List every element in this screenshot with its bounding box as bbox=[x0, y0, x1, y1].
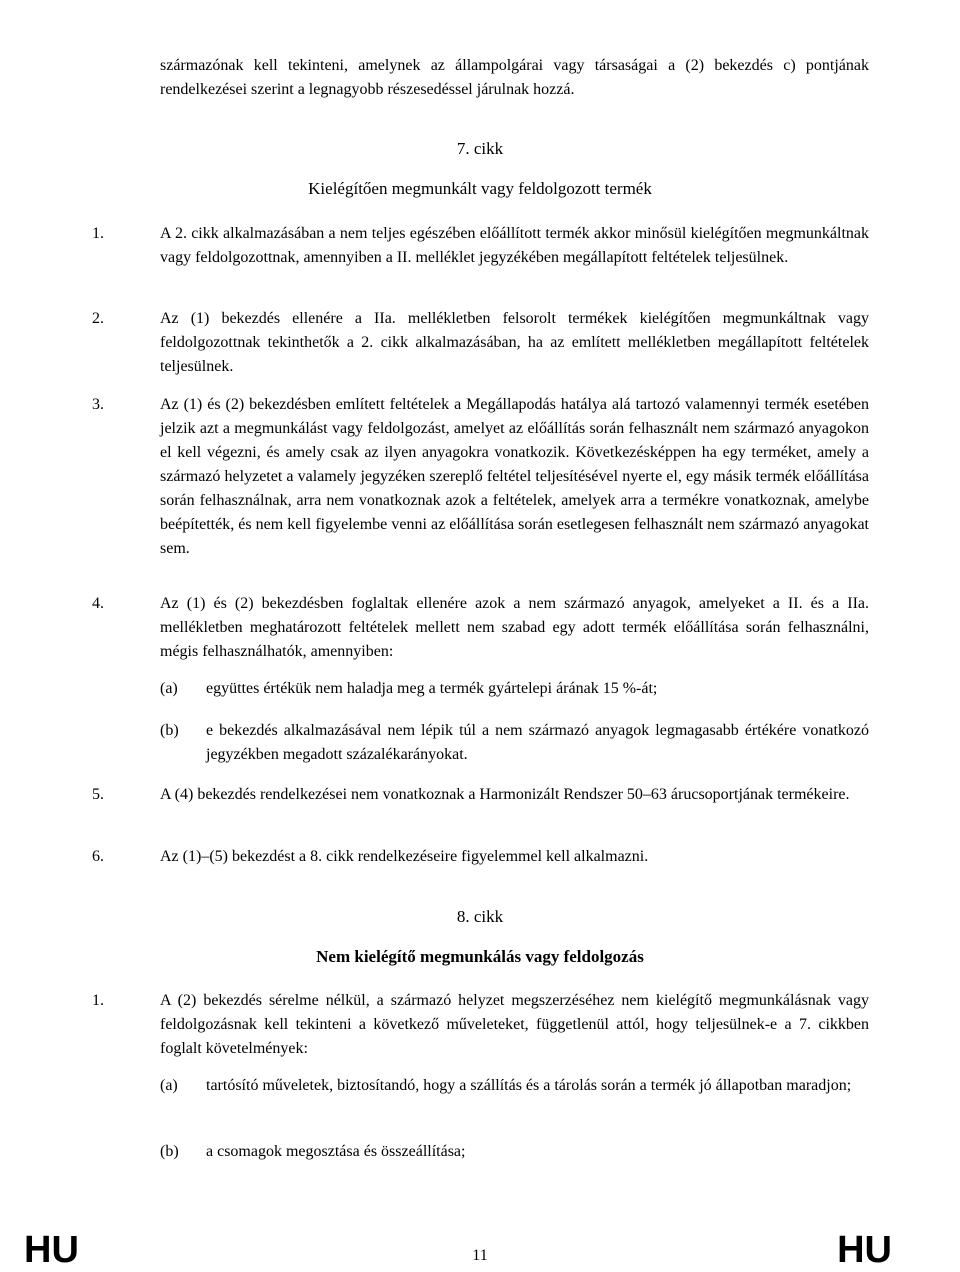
footer-language-code-right: HU bbox=[837, 1229, 892, 1271]
paragraph-text: A (2) bekezdés sérelme nélkül, a származó helyzet megszerzéséhez nem kielégítő megmunkálásnak vagy feldolgozásnak kell tekinteni a következő műveleteket, függetlenül attól, hogy teljesülnek-e a 7. cikkben foglalt követelmények: bbox=[160, 992, 869, 1057]
subitem-text: tartósító műveletek, biztosítandó, hogy a szállítás és a tárolás során a termék jó állapotban maradjon; bbox=[206, 1077, 852, 1094]
subitem-label: (b) bbox=[160, 722, 179, 739]
article-7-paragraph-5 bbox=[92, 783, 869, 807]
article-7-paragraph-3 bbox=[92, 393, 869, 561]
article-7-paragraph-6 bbox=[92, 845, 869, 869]
article-8-subitem-b bbox=[160, 1140, 869, 1164]
paragraph-number: 3. bbox=[92, 396, 104, 413]
paragraph-number: 2. bbox=[92, 310, 104, 327]
paragraph-text: Az (1) és (2) bekezdésben foglaltak ellenére azok a nem származó anyagok, amelyeket a II. és a IIa. mellékletben meghatározott feltételek mellett nem szabad egy adott termék előállítása során felhasználni, mégis felhasználhatók, amennyiben: bbox=[160, 595, 869, 660]
paragraph-text: Az (1) és (2) bekezdésben említett feltételek a Megállapodás hatálya alá tartozó valamennyi termék esetében jelzik azt a megmunkálást vagy feldolgozást, amelyet az előállítás során felhasznált nem származó anyagokon el kell végezni, és amely csak az ilyen anyagokra vonatkozik. Következésképpen ha egy terméket, amely a származó helyzetet a valamely jegyzéken szereplő feltétel teljesítésével nyerte el, egy másik termék előállítása során felhasználnak, arra nem vonatkoznak azok a feltételek, amelyek arra a termékre vonatkoznak, amelybe beépítették, és nem kell figyelembe venni az előállítása során esetlegesen felhasznált nem származó anyagokat sem. bbox=[160, 396, 869, 557]
paragraph-text: Az (1)–(5) bekezdést a 8. cikk rendelkezéseire figyelemmel kell alkalmazni. bbox=[160, 848, 649, 865]
paragraph-number: 1. bbox=[92, 225, 104, 242]
footer-language-code-left: HU bbox=[24, 1229, 79, 1271]
paragraph-number: 4. bbox=[92, 595, 104, 612]
article-7-title: Kielégítően megmunkált vagy feldolgozott termék bbox=[308, 179, 652, 198]
intro-paragraph: származónak kell tekinteni, amelynek az állampolgárai vagy társaságai a (2) bekezdés c) pontjának rendelkezései szerint a legnagyobb részesedéssel járulnak hozzá. bbox=[160, 57, 869, 98]
subitem-label: (a) bbox=[160, 680, 178, 697]
subitem-text: a csomagok megosztása és összeállítása; bbox=[206, 1143, 466, 1160]
paragraph-number: 5. bbox=[92, 786, 104, 803]
subitem-label: (b) bbox=[160, 1143, 179, 1160]
article-7-subitem-a bbox=[160, 677, 869, 701]
paragraph-number: 6. bbox=[92, 848, 104, 865]
paragraph-number: 1. bbox=[92, 992, 104, 1009]
article-8-paragraph-1 bbox=[92, 989, 869, 1061]
article-7-subitem-b bbox=[160, 719, 869, 767]
article-8-number: 8. cikk bbox=[456, 907, 504, 926]
subitem-text: e bekezdés alkalmazásával nem lépik túl a nem származó anyagok legmagasabb értékére vonatkozó jegyzékben megadott százalékarányokat. bbox=[206, 722, 869, 763]
article-7-number: 7. cikk bbox=[456, 139, 504, 158]
article-8-title: Nem kielégítő megmunkálás vagy feldolgozás bbox=[316, 947, 644, 966]
page-number: 11 bbox=[472, 1247, 488, 1264]
paragraph-text: Az (1) bekezdés ellenére a IIa. mellékletben felsorolt termékek kielégítően megmunkáltnak vagy feldolgozottnak tekinthetők a 2. cikk alkalmazásában, ha az említett mellékletben megállapított feltételek teljesülnek. bbox=[160, 310, 869, 375]
article-7-paragraph-2 bbox=[92, 307, 869, 379]
paragraph-text: A (4) bekezdés rendelkezései nem vonatkoznak a Harmonizált Rendszer 50–63 árucsoportjának termékeire. bbox=[160, 786, 850, 803]
article-8-subitem-a bbox=[160, 1074, 869, 1098]
subitem-text: együttes értékük nem haladja meg a termék gyártelepi árának 15 %-át; bbox=[206, 680, 658, 697]
paragraph-text: A 2. cikk alkalmazásában a nem teljes egészében előállított termék akkor minősül kielégítően megmunkáltnak vagy feldolgozottnak, amennyiben a II. melléklet jegyzékében megállapított feltételek teljesülnek. bbox=[160, 225, 869, 266]
article-7-paragraph-1 bbox=[92, 222, 869, 270]
subitem-label: (a) bbox=[160, 1077, 178, 1094]
article-7-paragraph-4 bbox=[92, 592, 869, 664]
